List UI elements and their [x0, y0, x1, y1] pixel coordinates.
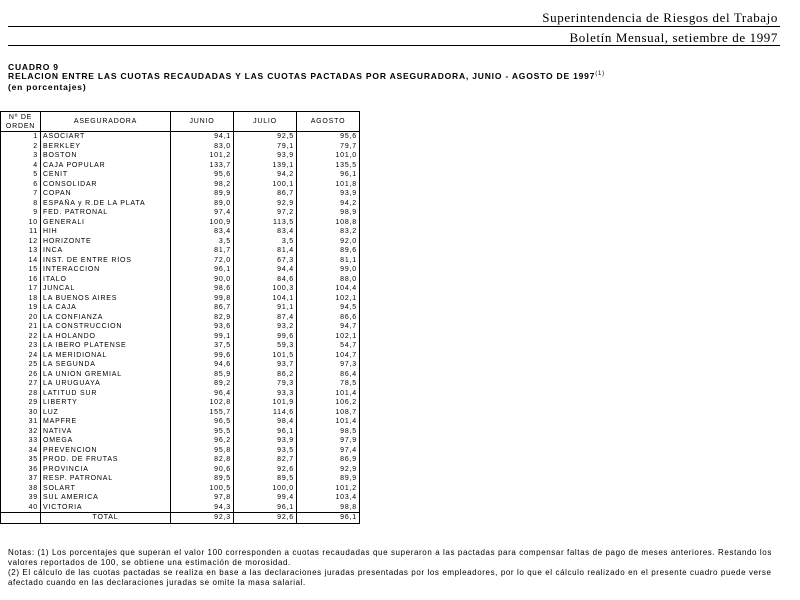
row-insurer: LA CAJA	[41, 303, 171, 313]
row-june: 100,5	[171, 484, 234, 494]
row-order: 1	[1, 132, 41, 142]
row-insurer: LATITUD SUR	[41, 389, 171, 399]
row-insurer: LA URUGUAYA	[41, 379, 171, 389]
table-row	[1, 341, 360, 351]
row-order: 27	[1, 379, 41, 389]
row-order: 12	[1, 237, 41, 247]
row-june: 102,8	[171, 398, 234, 408]
row-june: 85,9	[171, 370, 234, 380]
row-june: 100,9	[171, 218, 234, 228]
row-insurer: CONSOLIDAR	[41, 180, 171, 190]
table-row	[1, 180, 360, 190]
row-insurer: LA MERIDIONAL	[41, 351, 171, 361]
row-insurer: COPAN	[41, 189, 171, 199]
row-order: 14	[1, 256, 41, 266]
row-august: 89,9	[297, 474, 360, 484]
table-row	[1, 189, 360, 199]
row-insurer: LUZ	[41, 408, 171, 418]
row-insurer: HORIZONTE	[41, 237, 171, 247]
row-august: 93,9	[297, 189, 360, 199]
table-row	[1, 322, 360, 332]
row-july: 100,3	[234, 284, 297, 294]
table-row	[1, 379, 360, 389]
row-insurer: LIBERTY	[41, 398, 171, 408]
table-row	[1, 474, 360, 484]
row-july: 97,2	[234, 208, 297, 218]
row-august: 97,9	[297, 436, 360, 446]
row-june: 94,3	[171, 503, 234, 513]
row-june: 94,1	[171, 132, 234, 142]
table-row	[1, 313, 360, 323]
header-order-line2: ORDEN	[5, 122, 36, 130]
row-july: 113,5	[234, 218, 297, 228]
row-july: 99,4	[234, 493, 297, 503]
row-insurer: RESP. PATRONAL	[41, 474, 171, 484]
row-insurer: CAJA POPULAR	[41, 161, 171, 171]
row-june: 95,8	[171, 446, 234, 456]
note-1: Notas: (1) Los porcentajes que superan el valor 100 corresponden a cuotas recaudadas que superaron a las pactadas para compensar faltas de pago de meses anteriores. Restando los valores reportados de 100, se obtiene una estimación de morosidad.	[8, 548, 772, 567]
row-july: 101,5	[234, 351, 297, 361]
row-july: 86,7	[234, 189, 297, 199]
row-july: 93,7	[234, 360, 297, 370]
row-june: 89,2	[171, 379, 234, 389]
row-june: 96,5	[171, 417, 234, 427]
row-august: 101,4	[297, 389, 360, 399]
row-august: 54,7	[297, 341, 360, 351]
row-order: 26	[1, 370, 41, 380]
table-title-text: RELACION ENTRE LAS CUOTAS RECAUDADAS Y LAS CUOTAS PACTADAS POR ASEGURADORA, JUNIO - AGOSTO DE 1997	[8, 71, 596, 81]
row-july: 84,6	[234, 275, 297, 285]
row-july: 93,5	[234, 446, 297, 456]
row-order: 20	[1, 313, 41, 323]
row-july: 89,5	[234, 474, 297, 484]
row-august: 101,2	[297, 484, 360, 494]
row-august: 98,8	[297, 503, 360, 513]
row-june: 97,8	[171, 493, 234, 503]
row-august: 102,1	[297, 332, 360, 342]
row-insurer: ITALO	[41, 275, 171, 285]
total-june: 92,3	[171, 513, 234, 524]
table-row	[1, 370, 360, 380]
row-july: 100,1	[234, 180, 297, 190]
row-insurer: INCA	[41, 246, 171, 256]
row-order: 32	[1, 427, 41, 437]
row-insurer: SUL AMERICA	[41, 493, 171, 503]
table-header-row	[1, 112, 360, 132]
row-order: 15	[1, 265, 41, 275]
table-row	[1, 199, 360, 209]
header-rule-bottom	[8, 45, 780, 46]
total-july: 92,6	[234, 513, 297, 524]
row-july: 67,3	[234, 256, 297, 266]
row-insurer: BERKLEY	[41, 142, 171, 152]
cuadro-label: CUADRO 9	[8, 62, 59, 72]
row-june: 82,9	[171, 313, 234, 323]
row-order: 23	[1, 341, 41, 351]
row-order: 21	[1, 322, 41, 332]
row-june: 72,0	[171, 256, 234, 266]
table-row	[1, 360, 360, 370]
row-insurer: NATIVA	[41, 427, 171, 437]
row-june: 93,6	[171, 322, 234, 332]
row-august: 135,5	[297, 161, 360, 171]
row-order: 6	[1, 180, 41, 190]
row-july: 81,4	[234, 246, 297, 256]
row-order: 19	[1, 303, 41, 313]
table-row	[1, 170, 360, 180]
row-order: 2	[1, 142, 41, 152]
table-row	[1, 265, 360, 275]
row-june: 82,8	[171, 455, 234, 465]
total-order-cell	[1, 513, 41, 524]
row-insurer: LA UNION GREMIAL	[41, 370, 171, 380]
row-august: 86,9	[297, 455, 360, 465]
row-july: 83,4	[234, 227, 297, 237]
table-row	[1, 208, 360, 218]
row-july: 94,2	[234, 170, 297, 180]
row-order: 4	[1, 161, 41, 171]
row-insurer: INST. DE ENTRE RÍOS	[41, 256, 171, 266]
row-august: 97,3	[297, 360, 360, 370]
row-june: 83,4	[171, 227, 234, 237]
row-august: 81,1	[297, 256, 360, 266]
row-june: 37,5	[171, 341, 234, 351]
row-august: 104,7	[297, 351, 360, 361]
row-order: 16	[1, 275, 41, 285]
row-july: 86,2	[234, 370, 297, 380]
row-june: 89,0	[171, 199, 234, 209]
row-july: 93,2	[234, 322, 297, 332]
row-august: 86,4	[297, 370, 360, 380]
row-insurer: SOLART	[41, 484, 171, 494]
row-august: 83,2	[297, 227, 360, 237]
table-row	[1, 132, 360, 142]
row-july: 92,9	[234, 199, 297, 209]
row-august: 104,4	[297, 284, 360, 294]
table-row	[1, 455, 360, 465]
table-row	[1, 237, 360, 247]
row-order: 5	[1, 170, 41, 180]
note-2: (2) El cálculo de las cuotas pactadas se realiza en base a las declaraciones juradas presentadas por los empleadores, por lo que el cálculo realizado en el presente cuadro puede verse afectado cuando en las declaraciones juradas se omite la masa salarial.	[8, 568, 772, 587]
table-row	[1, 351, 360, 361]
row-july: 79,1	[234, 142, 297, 152]
row-august: 92,0	[297, 237, 360, 247]
row-order: 29	[1, 398, 41, 408]
row-june: 81,7	[171, 246, 234, 256]
row-june: 99,8	[171, 294, 234, 304]
row-order: 33	[1, 436, 41, 446]
row-insurer: LA HOLANDO	[41, 332, 171, 342]
row-june: 99,1	[171, 332, 234, 342]
total-label: TOTAL	[41, 513, 171, 524]
row-insurer: ESPAÑA y R.DE LA PLATA	[41, 199, 171, 209]
table-row	[1, 161, 360, 171]
row-august: 86,6	[297, 313, 360, 323]
row-order: 25	[1, 360, 41, 370]
row-july: 104,1	[234, 294, 297, 304]
row-august: 101,0	[297, 151, 360, 161]
row-insurer: HIH	[41, 227, 171, 237]
row-order: 40	[1, 503, 41, 513]
table-row	[1, 275, 360, 285]
row-august: 98,9	[297, 208, 360, 218]
table-row	[1, 303, 360, 313]
row-june: 96,1	[171, 265, 234, 275]
row-august: 94,5	[297, 303, 360, 313]
row-july: 93,9	[234, 151, 297, 161]
row-august: 92,9	[297, 465, 360, 475]
row-august: 98,5	[297, 427, 360, 437]
row-order: 39	[1, 493, 41, 503]
table-row	[1, 294, 360, 304]
row-order: 18	[1, 294, 41, 304]
row-order: 17	[1, 284, 41, 294]
row-insurer: LA CONSTRUCCION	[41, 322, 171, 332]
row-july: 92,6	[234, 465, 297, 475]
row-august: 101,8	[297, 180, 360, 190]
row-july: 96,1	[234, 503, 297, 513]
row-june: 155,7	[171, 408, 234, 418]
row-august: 88,0	[297, 275, 360, 285]
row-june: 98,2	[171, 180, 234, 190]
row-june: 133,7	[171, 161, 234, 171]
table-title	[8, 71, 605, 81]
header-order	[1, 112, 41, 132]
table-row	[1, 398, 360, 408]
row-insurer: LA IBERO PLATENSE	[41, 341, 171, 351]
row-july: 91,1	[234, 303, 297, 313]
row-june: 90,6	[171, 465, 234, 475]
row-insurer: PREVENCION	[41, 446, 171, 456]
row-order: 38	[1, 484, 41, 494]
header-june: JUNIO	[171, 112, 234, 132]
row-july: 3,5	[234, 237, 297, 247]
row-august: 102,1	[297, 294, 360, 304]
row-june: 83,0	[171, 142, 234, 152]
row-july: 92,5	[234, 132, 297, 142]
row-insurer: PROD. DE FRUTAS	[41, 455, 171, 465]
table-row	[1, 332, 360, 342]
table-row	[1, 465, 360, 475]
row-july: 87,4	[234, 313, 297, 323]
row-june: 98,6	[171, 284, 234, 294]
table-row	[1, 142, 360, 152]
total-row	[1, 513, 360, 524]
row-insurer: INTERACCION	[41, 265, 171, 275]
row-order: 24	[1, 351, 41, 361]
row-august: 108,8	[297, 218, 360, 228]
row-july: 59,3	[234, 341, 297, 351]
row-june: 99,6	[171, 351, 234, 361]
table-row	[1, 389, 360, 399]
table-row	[1, 446, 360, 456]
row-july: 98,4	[234, 417, 297, 427]
agency-name: Superintendencia de Riesgos del Trabajo	[542, 10, 778, 25]
row-august: 94,7	[297, 322, 360, 332]
row-june: 97,4	[171, 208, 234, 218]
row-august: 108,7	[297, 408, 360, 418]
table-row	[1, 427, 360, 437]
row-august: 99,0	[297, 265, 360, 275]
row-order: 3	[1, 151, 41, 161]
row-august: 89,6	[297, 246, 360, 256]
row-july: 96,1	[234, 427, 297, 437]
row-insurer: PROVINCIA	[41, 465, 171, 475]
row-august: 95,6	[297, 132, 360, 142]
row-order: 7	[1, 189, 41, 199]
row-insurer: GENERALI	[41, 218, 171, 228]
row-july: 93,9	[234, 436, 297, 446]
row-june: 89,9	[171, 189, 234, 199]
header-order-line1: Nº DE	[8, 113, 33, 121]
row-june: 89,5	[171, 474, 234, 484]
row-insurer: VICTORIA	[41, 503, 171, 513]
row-august: 101,4	[297, 417, 360, 427]
bulletin-name: Boletín Mensual, setiembre de 1997	[569, 30, 778, 45]
row-june: 90,0	[171, 275, 234, 285]
header-rule-top	[8, 26, 780, 27]
row-order: 8	[1, 199, 41, 209]
row-august: 94,2	[297, 199, 360, 209]
row-order: 11	[1, 227, 41, 237]
row-july: 114,6	[234, 408, 297, 418]
row-order: 30	[1, 408, 41, 418]
notes-section	[8, 548, 783, 588]
table-row	[1, 417, 360, 427]
total-august: 96,1	[297, 513, 360, 524]
row-order: 22	[1, 332, 41, 342]
table-row	[1, 493, 360, 503]
row-july: 82,7	[234, 455, 297, 465]
row-june: 96,4	[171, 389, 234, 399]
row-june: 3,5	[171, 237, 234, 247]
table-title-note: (1)	[595, 71, 605, 78]
row-july: 79,3	[234, 379, 297, 389]
table-row	[1, 256, 360, 266]
row-insurer: ASOCIART	[41, 132, 171, 142]
row-insurer: BOSTON	[41, 151, 171, 161]
row-july: 139,1	[234, 161, 297, 171]
insurer-quota-table	[0, 111, 360, 524]
table-row	[1, 408, 360, 418]
table-row	[1, 484, 360, 494]
row-july: 100,0	[234, 484, 297, 494]
row-june: 96,2	[171, 436, 234, 446]
header-july: JULIO	[234, 112, 297, 132]
row-order: 28	[1, 389, 41, 399]
row-order: 37	[1, 474, 41, 484]
row-june: 101,2	[171, 151, 234, 161]
table-row	[1, 284, 360, 294]
table-row	[1, 218, 360, 228]
row-june: 95,6	[171, 170, 234, 180]
row-june: 86,7	[171, 303, 234, 313]
row-order: 10	[1, 218, 41, 228]
row-order: 13	[1, 246, 41, 256]
row-august: 97,4	[297, 446, 360, 456]
row-order: 9	[1, 208, 41, 218]
row-insurer: LA CONFIANZA	[41, 313, 171, 323]
table-row	[1, 227, 360, 237]
row-insurer: MAPFRE	[41, 417, 171, 427]
row-order: 35	[1, 455, 41, 465]
row-insurer: JUNCAL	[41, 284, 171, 294]
table-row	[1, 151, 360, 161]
table-row	[1, 503, 360, 513]
row-insurer: LA SEGUNDA	[41, 360, 171, 370]
row-order: 31	[1, 417, 41, 427]
table-subtitle: (en porcentajes)	[8, 82, 87, 92]
table-row	[1, 436, 360, 446]
row-order: 34	[1, 446, 41, 456]
row-august: 79,7	[297, 142, 360, 152]
row-july: 101,9	[234, 398, 297, 408]
row-june: 94,6	[171, 360, 234, 370]
header-august: AGOSTO	[297, 112, 360, 132]
table-row	[1, 246, 360, 256]
row-august: 103,4	[297, 493, 360, 503]
row-august: 106,2	[297, 398, 360, 408]
row-july: 94,4	[234, 265, 297, 275]
row-june: 95,5	[171, 427, 234, 437]
row-insurer: LA BUENOS AIRES	[41, 294, 171, 304]
row-august: 78,5	[297, 379, 360, 389]
header-insurer: ASEGURADORA	[41, 112, 171, 132]
row-insurer: OMEGA	[41, 436, 171, 446]
row-order: 36	[1, 465, 41, 475]
row-july: 93,3	[234, 389, 297, 399]
table-body	[1, 132, 360, 513]
row-insurer: FED. PATRONAL	[41, 208, 171, 218]
row-insurer: CENIT	[41, 170, 171, 180]
row-july: 99,6	[234, 332, 297, 342]
row-august: 96,1	[297, 170, 360, 180]
